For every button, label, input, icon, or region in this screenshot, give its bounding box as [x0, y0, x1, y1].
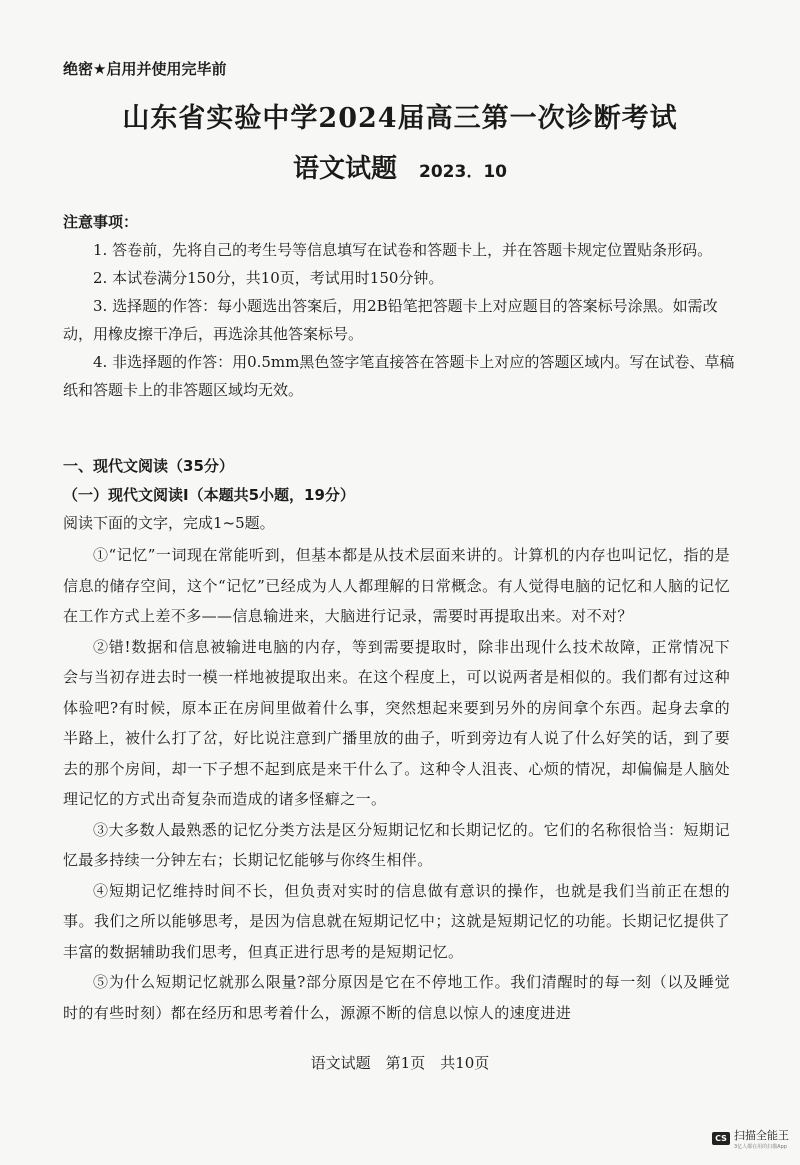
notice-item-2: 2. 本试卷满分150分，共10页，考试用时150分钟。 — [93, 269, 444, 287]
passage-paragraph-4: ④短期记忆维持时间不长，但负责对实时的信息做有意识的操作，也就是我们当前正在想的事。我们之所以能够思考，是因为信息就在短期记忆中；这就是短期记忆的功能。长期记忆提供了丰富的数据辅助我们思考，但真正进行思考的是短期记忆。 — [63, 881, 730, 961]
notice-item-4: 4. 非选择题的作答：用0.5mm黑色签字笔直接答在答题卡上对应的答题区域内。写在试卷、草稿纸和答题卡上的非答题区域均无效。 — [63, 353, 735, 399]
notice-item-3: 3. 选择题的作答：每小题选出答案后，用2B铅笔把答题卡上对应题目的答案标号涂黑。如需改动，用橡皮擦干净后，再选涂其他答案标号。 — [63, 297, 718, 343]
passage-paragraph-3: ③大多数人最熟悉的记忆分类方法是区分短期记忆和长期记忆的。它们的名称很恰当：短期记忆最多持续一分钟左右；长期记忆能够与你终生相伴。 — [63, 820, 730, 869]
scanner-app-name: 扫描全能王 — [734, 1129, 789, 1142]
exam-title: 山东省实验中学2024届高三第一次诊断考试 — [122, 103, 678, 134]
subsection-heading: （一）现代文阅读Ⅰ（本题共5小题，19分） — [63, 486, 355, 504]
subject-title: 语文试题 — [293, 154, 398, 184]
section-heading: 一、现代文阅读（35分） — [63, 457, 234, 475]
passage-paragraph-2: ②错!数据和信息被输进电脑的内存，等到需要提取时，除非出现什么技术故障，正常情况下会与当初存进去时一模一样地被提取出来。在这个程度上，可以说两者是相似的。我们都有过这种体验吧?有时候，原本正在房间里做着什么事，突然想起来要到另外的房间拿个东西。起身去拿的半路上，被什么打了岔，好比说注意到广播里放的曲子，听到旁边有人说了什么好笑的话，到了要去的那个房间，却一下子想不起到底是来干什么了。这种令人沮丧、心烦的情况，却偏偏是人脑处理记忆的方式出奇复杂而造成的诸多怪癖之一。 — [63, 637, 730, 808]
camscanner-logo-icon: CS — [712, 1132, 730, 1145]
exam-date: 2023．10 — [419, 162, 507, 182]
passage-paragraph-5: ⑤为什么短期记忆就那么限量?部分原因是它在不停地工作。我们清醒时的每一刻（以及睡觉时的有些时刻）都在经历和思考着什么，源源不断的信息以惊人的速度进进 — [63, 973, 730, 1022]
notice-block — [63, 208, 736, 404]
exam-subtitle — [0, 148, 800, 185]
passage-paragraph-1: ①“记忆”一词现在常能听到，但基本都是从技术层面来讲的。计算机的内存也叫记忆，指的是信息的储存空间，这个“记忆”已经成为人人都理解的日常概念。有人觉得电脑的记忆和人脑的记忆在工作方式上差不多——信息输进来，大脑进行记录，需要时再提取出来。对不对？ — [63, 546, 730, 625]
scanner-watermark — [712, 1127, 789, 1150]
reading-instruction: 阅读下面的文字，完成1~5题。 — [63, 514, 275, 532]
page-footer: 语文试题 第1页 共10页 — [310, 1054, 490, 1072]
scanner-tagline: 3亿人都在用的扫描App — [734, 1144, 787, 1150]
reading-passage — [63, 540, 730, 1028]
secret-label: 绝密★启用并使用完毕前 — [63, 60, 227, 78]
notice-item-1: 1. 答卷前，先将自己的考生号等信息填写在试卷和答题卡上，并在答题卡规定位置贴条形码。 — [93, 241, 713, 259]
notice-heading: 注意事项： — [63, 213, 139, 231]
